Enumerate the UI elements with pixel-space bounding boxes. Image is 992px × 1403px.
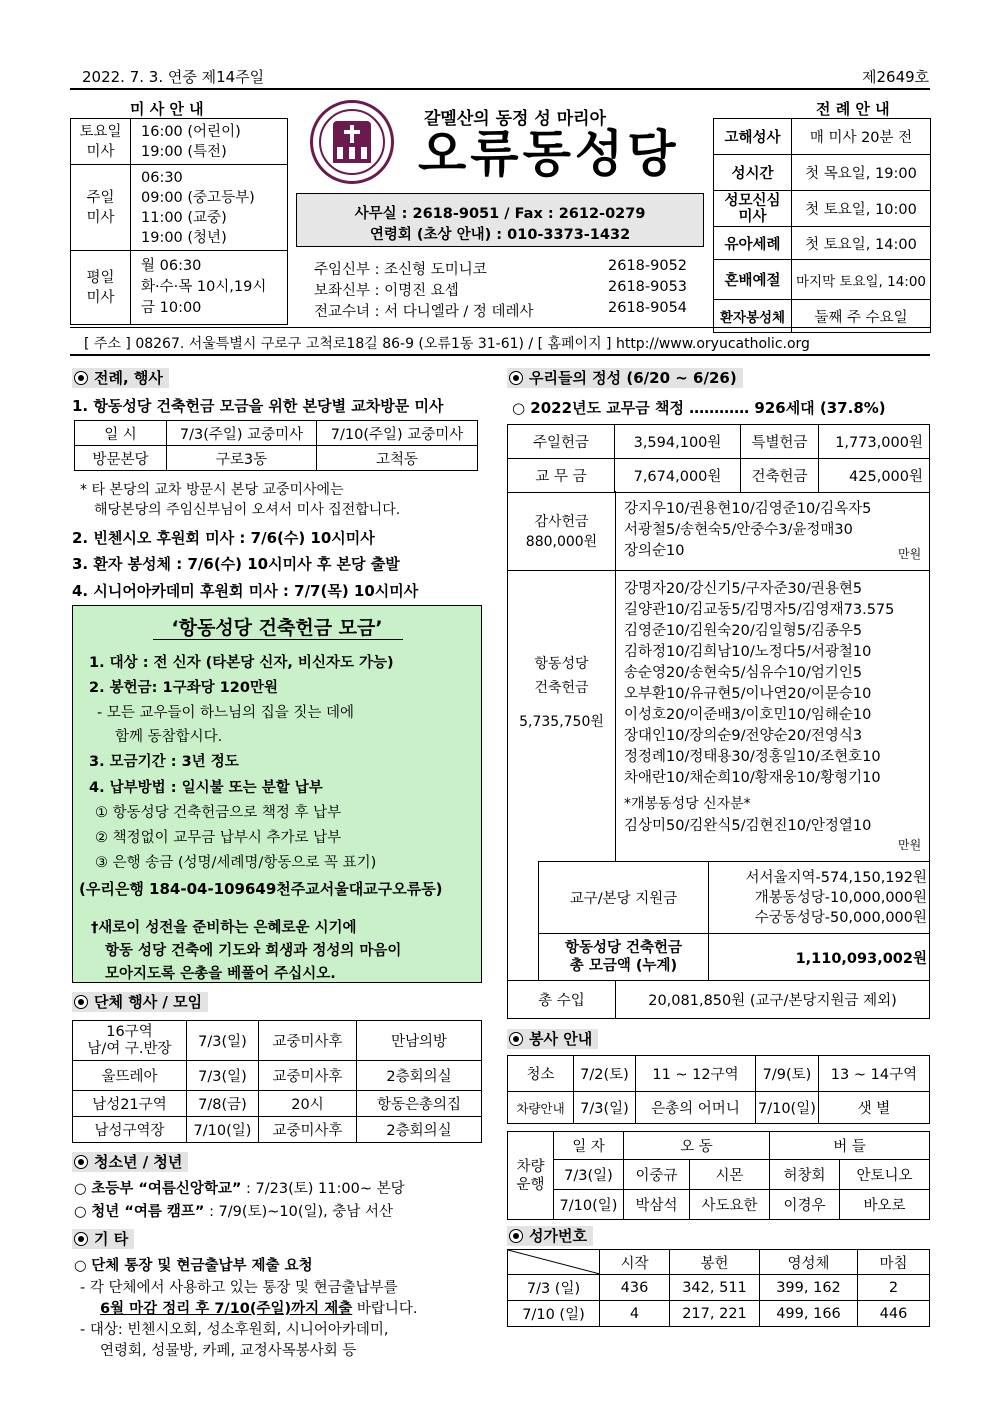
event-item-2: 2. 빈첸시오 후원회 미사 : 7/6(수) 10시미사	[72, 529, 375, 547]
mass-times: 06:30 09:00 (중고등부) 11:00 (교중) 19:00 (청년)	[131, 165, 288, 251]
support-table	[538, 861, 930, 981]
liturgy-value: 첫 토요일, 10:00	[792, 191, 931, 227]
offering-cell: 7,674,000원	[615, 459, 741, 493]
address-rule-bottom	[70, 354, 930, 356]
mass-times: 월 06:30 화·수·목 10시,19시 금 10:00	[131, 251, 288, 325]
thanks-label-cell	[508, 491, 616, 570]
group-cell: 7/10(일)	[187, 1117, 259, 1143]
build-names: 강명자20/강신기5/구자준30/권용현5	[624, 581, 863, 597]
top-rule	[70, 88, 930, 90]
group-cell: 항동은총의집	[357, 1091, 482, 1117]
hymn-cell: 217, 221	[670, 1301, 760, 1327]
misc-line-1: - 각 단체에서 사용하고 있는 통장 및 현금출납부를	[80, 1280, 398, 1296]
misc-line-3: - 대상: 빈첸시오회, 성소후원회, 시니어아카데미,	[80, 1322, 389, 1338]
issue-number: 제2649호	[862, 68, 930, 86]
office-phone: 사무실 : 2618-9051 / Fax : 2612-0279	[354, 206, 646, 222]
bullet-icon	[74, 371, 88, 385]
fund-line: 1. 대상 : 전 신자 (타본당 신자, 비신자도 가능)	[89, 655, 394, 671]
build-names: 길양관10/김교동5/김명자5/김영재73.575	[624, 602, 895, 618]
misc-line-4: 연령회, 성물방, 카페, 교정사목봉사회 등	[100, 1343, 357, 1359]
drive-head: 오 동	[624, 1132, 770, 1160]
hymn-cell: 446	[858, 1301, 930, 1327]
clergy-pastor: 주임신부 : 조신형 도미니코	[314, 262, 487, 278]
bullet-icon	[509, 1229, 523, 1243]
clergy-pastor-phone: 2618-9052	[608, 258, 688, 274]
visit-cell: 방문본당	[75, 446, 167, 471]
build-label: 건축헌금	[534, 680, 589, 696]
liturgy-value: 첫 토요일, 14:00	[792, 227, 931, 260]
hymn-cell: 7/10 (일)	[508, 1301, 600, 1327]
fund-line: 3. 모금기간 : 3년 정도	[89, 754, 239, 770]
group-cell: 교중미사후	[259, 1061, 357, 1091]
service-cell: 샛 별	[818, 1092, 929, 1124]
offering-cell: 특별헌금	[741, 425, 819, 459]
group-cell: 남성21구역	[73, 1091, 187, 1117]
offering-cell: 425,000원	[819, 459, 930, 493]
misc-line-2: 6월 마감 정리 후 7/10(주일)까지 제출 바랍니다.	[100, 1301, 418, 1317]
visit-table	[74, 420, 478, 471]
group-cell: 20시	[259, 1091, 357, 1117]
hymn-corner	[508, 1250, 600, 1275]
offering-cell: 1,773,000원	[819, 425, 930, 459]
visit-note-1: * 타 본당의 교차 방문시 본당 교중미사에는	[80, 482, 344, 498]
service-cell: 11 ~ 12구역	[636, 1056, 756, 1092]
mass-label: 평일 미사	[71, 251, 131, 325]
pledge-line: ○ 2022년도 교무금 책정 ………… 926세대 (37.8%)	[512, 399, 886, 417]
groups-title: 단체 행사 / 모임	[72, 992, 208, 1012]
thanks-names: 서광철5/송현숙5/안중수3/윤정매30	[624, 522, 853, 538]
hymn-head: 영성체	[760, 1250, 858, 1275]
visit-cell: 고척동	[317, 446, 478, 471]
mass-table	[70, 118, 288, 325]
service-cell: 7/9(토)	[756, 1056, 819, 1092]
bullet-icon	[509, 1032, 523, 1046]
support-line: 수궁동성당-50,000,000원	[754, 909, 927, 926]
thanks-names: 강지우10/권용현10/김영준10/김옥자5	[624, 501, 872, 517]
group-cell: 7/8(금)	[187, 1091, 259, 1117]
bank-account: (우리은행 184-04-109649천주교서울대교구오류동)	[79, 880, 443, 898]
support-line: 개봉동성당-10,000,000원	[754, 889, 927, 906]
fund-line: 함께 동참합시다.	[115, 729, 223, 745]
hymn-head: 시작	[600, 1250, 670, 1275]
drive-cell: 시몬	[690, 1160, 770, 1190]
hymn-cell: 7/3 (일)	[508, 1275, 600, 1301]
hymn-cell: 342, 511	[670, 1275, 760, 1301]
youth-title: 청소년 / 청년	[72, 1152, 188, 1172]
unit-label: 만원	[898, 547, 922, 561]
drive-cell: 허창회	[770, 1160, 840, 1190]
groups-table	[72, 1020, 482, 1143]
thanks-names: 장의순10	[624, 543, 685, 559]
group-cell: 7/3(일)	[187, 1061, 259, 1091]
fund-prayer: 모아지도록 은총을 베풀어 주십시오.	[105, 966, 336, 982]
hymn-cell: 2	[858, 1275, 930, 1301]
mass-times: 16:00 (어린이) 19:00 (특전)	[131, 119, 288, 165]
service-cell: 13 ~ 14구역	[818, 1056, 929, 1092]
drive-cell: 사도요한	[690, 1190, 770, 1220]
bullet-icon	[74, 995, 88, 1009]
build-names: 송순영20/송현숙5/심유수10/엄기인5	[624, 665, 863, 681]
liturgy-value: 둘째 주 수요일	[792, 300, 931, 333]
group-cell: 2층회의실	[357, 1061, 482, 1091]
hymn-head: 봉헌	[670, 1250, 760, 1275]
build-label: 항동성당	[534, 656, 589, 672]
hymn-cell: 436	[600, 1275, 670, 1301]
building-fund-title: ‘항동성당 건축헌금 모금’	[171, 617, 383, 639]
build-amount: 5,735,750원	[519, 714, 604, 730]
mass-title: 미 사 안 내	[130, 100, 204, 118]
thanks-amount: 880,000원	[525, 534, 598, 550]
church-seal	[310, 100, 394, 184]
offering-table	[507, 424, 930, 493]
mass-label: 주일 미사	[71, 165, 131, 251]
drive-head: 일 자	[554, 1132, 624, 1160]
church-subtitle: 갈멜산의 동정 성 마리아	[424, 109, 606, 129]
fund-line: ① 항동성당 건축헌금으로 책정 후 납부	[95, 805, 342, 821]
service-cell: 7/2(토)	[574, 1056, 636, 1092]
events-title: 전례, 행사	[72, 368, 169, 388]
offering-title: 우리들의 정성 (6/20 ~ 6/26)	[507, 368, 743, 388]
fund-line: 4. 납부방법 : 일시불 또는 분할 납부	[89, 780, 323, 796]
building-names-block	[507, 571, 930, 861]
group-cell: 울뜨레아	[73, 1061, 187, 1091]
hymn-cell: 399, 162	[760, 1275, 858, 1301]
building-fund-box	[72, 605, 482, 983]
liturgy-value: 첫 목요일, 19:00	[792, 155, 931, 191]
liturgy-value: 마지막 토요일, 14:00	[792, 260, 931, 300]
liturgy-label: 유아세례	[714, 227, 792, 260]
service-cell: 은총의 어머니	[636, 1092, 756, 1124]
youth-line-1: ○ 초등부 “여름신앙학교” : 7/23(토) 11:00~ 본당	[74, 1181, 405, 1197]
offering-cell: 3,594,100원	[615, 425, 741, 459]
offering-cell: 교 무 금	[508, 459, 615, 493]
drive-cell: 7/10(일)	[554, 1190, 624, 1220]
unit-label: 만원	[898, 838, 922, 852]
liturgy-value: 매 미사 20분 전	[792, 119, 931, 155]
union-phone: 연령회 (초상 안내) : 010-3373-1432	[369, 227, 631, 243]
clergy-sisters-phone: 2618-9054	[608, 300, 688, 316]
visit-cell: 구로3동	[167, 446, 317, 471]
liturgy-label: 고해성사	[714, 119, 792, 155]
fund-prayer: 항동 성당 건축에 기도와 희생과 정성의 마음이	[105, 943, 402, 959]
visit-cell: 7/10(주일) 교중미사	[317, 421, 478, 446]
visit-note-2: 해당본당의 주임신부님이 오셔서 미사 집전합니다.	[94, 502, 401, 518]
build-names: 김영준10/김원숙20/김일형5/김종우5	[624, 623, 863, 639]
hymns-title: 성가번호	[507, 1226, 593, 1246]
support-values	[709, 862, 930, 934]
diagonal-line	[508, 1250, 600, 1274]
total-build-value: 1,110,093,002원	[709, 934, 930, 981]
event-item-4: 4. 시니어아카데미 후원회 미사 : 7/7(목) 10시미사	[72, 582, 419, 600]
service-table	[507, 1055, 930, 1124]
service-cell: 차량안내	[508, 1092, 574, 1124]
offering-cell: 건축헌금	[741, 459, 819, 493]
service-cell: 7/10(일)	[756, 1092, 819, 1124]
build-names: 이성호20/이준배3/이호민10/임해순10	[624, 707, 872, 723]
hymn-cell: 4	[600, 1301, 670, 1327]
gaebong-names: 김상미50/김완식5/김현진10/안정열10	[624, 818, 872, 834]
fund-line: 2. 봉헌금: 1구좌당 120만원	[89, 680, 278, 696]
misc-head: ○ 단체 통장 및 현금출납부 제출 요청	[74, 1258, 313, 1274]
drive-cell: 안토니오	[840, 1160, 930, 1190]
liturgy-label: 환자봉성체	[714, 300, 792, 333]
bullet-icon	[509, 371, 523, 385]
church-name: 오류동성당	[418, 125, 680, 183]
drive-cell: 박삼석	[624, 1190, 690, 1220]
bullet-icon	[74, 1232, 88, 1246]
fund-line: ② 책정없이 교무금 납부시 추가로 납부	[95, 830, 342, 846]
youth-line-2: ○ 청년 “여름 캠프” : 7/9(토)~10(일), 충남 서산	[74, 1204, 394, 1220]
event-item-1: 1. 항동성당 건축헌금 모금을 위한 본당별 교차방문 미사	[72, 397, 444, 415]
bullet-icon	[74, 1155, 88, 1169]
visit-cell: 7/3(주일) 교중미사	[167, 421, 317, 446]
thanks-block	[507, 491, 930, 571]
group-cell: 만남의방	[357, 1021, 482, 1061]
group-cell: 남성구역장	[73, 1117, 187, 1143]
event-item-3: 3. 환자 봉성체 : 7/6(수) 10시미사 후 본당 출발	[72, 555, 400, 573]
thanks-label: 감사헌금	[534, 514, 589, 530]
hymns-table	[507, 1249, 930, 1327]
build-names: 정정례10/정태용30/정홍일10/조현호10	[624, 749, 881, 765]
drive-cell: 7/3(일)	[554, 1160, 624, 1190]
title-underline	[153, 639, 403, 640]
fund-line: - 모든 교우들이 하느님의 집을 짓는 데에	[97, 705, 354, 721]
liturgy-label: 성시간	[714, 155, 792, 191]
clergy-sisters: 전교수녀 : 서 다니엘라 / 정 데레사	[314, 304, 534, 320]
service-cell: 7/3(일)	[574, 1092, 636, 1124]
build-names: 장대인10/장의순9/전양순20/전영식3	[624, 728, 863, 744]
liturgy-table	[713, 118, 931, 333]
clergy-assistant-phone: 2618-9053	[608, 279, 688, 295]
office-box	[296, 193, 704, 247]
fund-line: ③ 은행 송금 (성명/세례명/항동으로 꼭 표기)	[95, 855, 377, 871]
service-title: 봉사 안내	[507, 1029, 598, 1049]
liturgy-title: 전 례 안 내	[816, 100, 890, 118]
group-cell: 2층회의실	[357, 1117, 482, 1143]
visit-cell: 일 시	[75, 421, 167, 446]
gaebong-head: *개봉동성당 신자분*	[624, 796, 751, 812]
build-names: 김하정10/김희남10/노정다5/서광철10	[624, 644, 872, 660]
drive-table	[507, 1131, 930, 1220]
offering-left-border	[507, 861, 508, 980]
drive-head: 버 들	[770, 1132, 930, 1160]
address-rule-top	[70, 327, 930, 328]
building-label-cell	[508, 571, 616, 861]
liturgy-label: 성모신심 미사	[714, 191, 792, 227]
group-cell: 교중미사후	[259, 1021, 357, 1061]
total-value: 20,081,850원 (교구/본당지원금 제외)	[616, 981, 930, 1019]
service-cell: 청소	[508, 1056, 574, 1092]
build-names: 차애란10/채순희10/황재웅10/황형기10	[624, 770, 881, 786]
fund-prayer: †새로이 성전을 준비하는 은혜로운 시기에	[91, 920, 357, 936]
drive-label: 차량 운행	[508, 1132, 554, 1220]
total-income-table	[507, 980, 930, 1019]
total-build-label: 항동성당 건축헌금 총 모금액 (누계)	[539, 934, 709, 981]
build-names: 오부환10/유규현5/이나연20/이문승10	[624, 686, 872, 702]
group-cell: 7/3(일)	[187, 1021, 259, 1061]
liturgy-label: 혼배예절	[714, 260, 792, 300]
total-label: 총 수입	[508, 981, 616, 1019]
hymn-head: 마침	[858, 1250, 930, 1275]
group-cell: 16구역 남/여 구.반장	[73, 1021, 187, 1061]
offering-cell: 주일헌금	[508, 425, 615, 459]
mass-label: 토요일 미사	[71, 119, 131, 165]
date-line: 2022. 7. 3. 연중 제14주일	[82, 68, 265, 86]
misc-title: 기 타	[72, 1229, 134, 1249]
drive-cell: 이경우	[770, 1190, 840, 1220]
drive-cell: 바오로	[840, 1190, 930, 1220]
group-cell: 교중미사후	[259, 1117, 357, 1143]
drive-cell: 이중규	[624, 1160, 690, 1190]
support-line: 서서울지역-574,150,192원	[745, 869, 927, 886]
hymn-cell: 499, 166	[760, 1301, 858, 1327]
clergy-assistant: 보좌신부 : 이명진 요셉	[314, 283, 459, 299]
support-label: 교구/본당 지원금	[539, 862, 709, 934]
address-line: [ 주소 ] 08267. 서울특별시 구로구 고척로18길 86-9 (오류1동 31-61) / [ 홈페이지 ] http://www.oryucatholic.org	[84, 336, 810, 352]
